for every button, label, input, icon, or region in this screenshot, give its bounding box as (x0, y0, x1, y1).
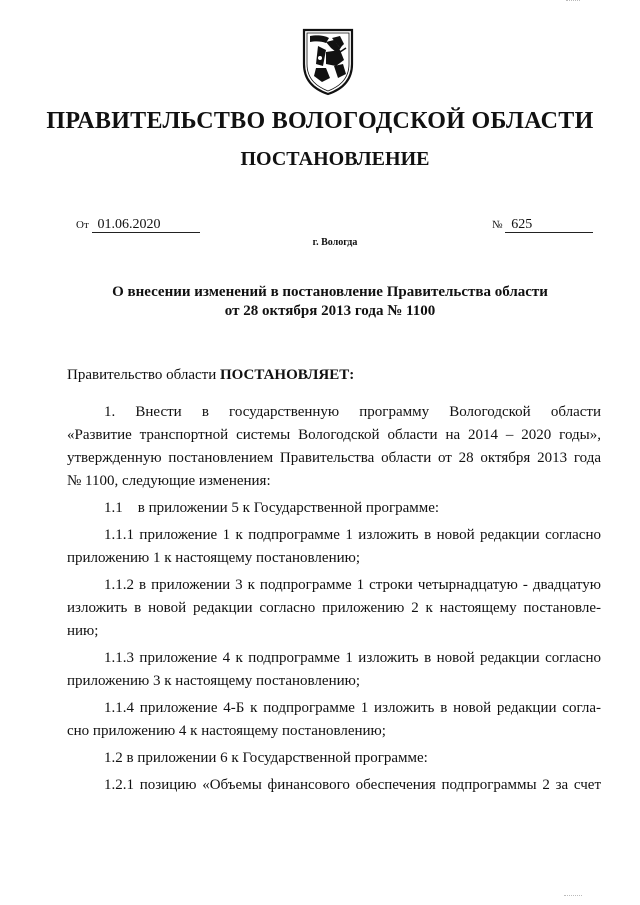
number-field (492, 217, 593, 233)
number-value: 625 (505, 217, 593, 233)
intro-paragraph (67, 364, 601, 387)
paragraph-line: 1.1.3 приложение 4 к подпрограмме 1 изложить в новой редакции согласно (104, 650, 601, 666)
vologda-coat-of-arms-icon (296, 26, 360, 96)
paragraph-line: приложению 3 к настоящему постановлению; (67, 673, 360, 689)
city: г. Вологда (312, 237, 358, 248)
paragraph-line: нию; (67, 623, 99, 639)
scan-mark-top (566, 0, 580, 3)
government-title: ПРАВИТЕЛЬСТВО ВОЛОГОДСКОЙ ОБЛАСТИ (46, 108, 594, 134)
paragraph-line: 1.1.4 приложение 4-Б к подпрограмме 1 изложить в новой редакции согла- (104, 700, 601, 716)
paragraph-line: 1.2 в приложении 6 к Государственной программе: (104, 750, 428, 766)
intro-keyword: ПОСТАНОВЛЯЕТ: (219, 367, 355, 383)
paragraph-line: 1.2.1 позицию «Объемы финансового обеспечения подпрограммы 2 за счет (104, 777, 601, 793)
paragraph-line: утвержденную постановлением Правительства области от 28 октября 2013 года (67, 450, 601, 466)
document-subject (0, 283, 640, 321)
scan-mark-bottom (564, 895, 582, 898)
paragraph-line: 1.1.2 в приложении 3 к подпрограмме 1 строки четырнадцатую - двадцатую (104, 577, 601, 593)
paragraph-line: 1. Внести в государственную программу Вологодской области (104, 404, 601, 420)
paragraph-line: 1.1 в приложении 5 к Государственной программе: (104, 500, 440, 516)
paragraph-line: № 1100, следующие изменения: (67, 473, 271, 489)
document-body (67, 364, 601, 797)
subject-line: О внесении изменений в постановление Правительства области (112, 284, 548, 300)
paragraph-line: 1.1.1 приложение 1 к подпрограмме 1 изложить в новой редакции согласно (104, 527, 601, 543)
paragraph-line: сно приложению 4 к настоящему постановлению; (67, 723, 386, 739)
intro-text: Правительство области (67, 367, 220, 383)
paragraph-line: приложению 1 к настоящему постановлению; (67, 550, 360, 566)
date-value: 01.06.2020 (92, 217, 200, 233)
document-type: ПОСТАНОВЛЕНИЕ (240, 148, 430, 170)
paragraph-line: «Развитие транспортной системы Вологодской области на 2014 – 2020 годы», (67, 427, 601, 443)
date-label: От (76, 219, 89, 231)
paragraph-line: изложить в новой редакции согласно приложению 2 к настоящему постановле- (67, 600, 601, 616)
number-label: № (492, 219, 503, 231)
subject-line: от 28 октября 2013 года № 1100 (224, 303, 436, 319)
date-field (76, 217, 200, 233)
